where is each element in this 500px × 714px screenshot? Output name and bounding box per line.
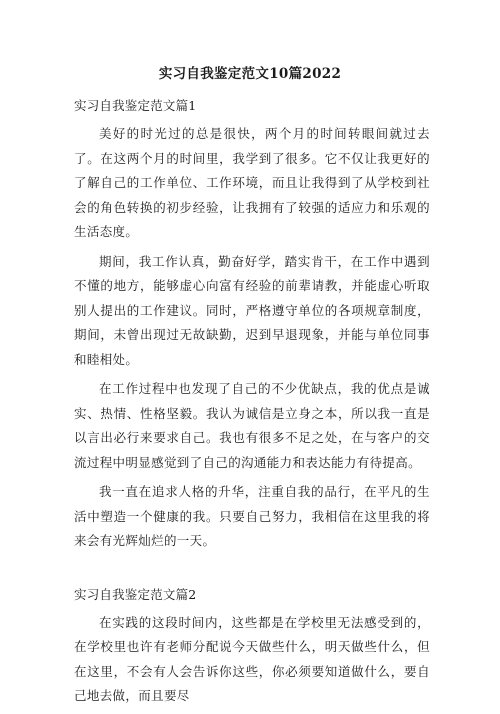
paragraph: 我一直在追求人格的升华，注重自我的品行，在平凡的生活中塑造一个健康的我。只要自己努力，我相信在这里我的将来会有光辉灿烂的一天。	[74, 484, 430, 548]
section-2	[74, 585, 430, 709]
paragraph: 在实践的这段时间内，这些都是在学校里无法感受到的，在学校里也许有老师分配说今天做些什么，明天做些什么，但在这里，不会有人会告诉你这些，你必须要知道做什么，要自己地去做，而且要尽	[74, 614, 430, 703]
section-heading: 实习自我鉴定范文篇1	[74, 98, 197, 113]
paragraph: 美好的时光过的总是很快，两个月的时间转眼间就过去了。在这两个月的时间里，我学到了很多。它不仅让我更好的了解自己的工作单位、工作环境，而且让我得到了从学校到社会的角色转换的初步经验，让我拥有了较强的适应力和乐观的生活态度。	[74, 126, 430, 239]
document-title: 实习自我鉴定范文10篇2022	[158, 66, 342, 82]
paragraph: 在工作过程中也发现了自己的不少优缺点，我的优点是诚实、热情、性格坚毅。我认为诚信是立身之本，所以我一直是以言出必行来要求自己。我也有很多不足之处，在与客户的交流过程中明显感觉到了自己的沟通能力和表达能力有待提高。	[74, 381, 430, 470]
section-1	[74, 96, 430, 554]
section-spacer	[74, 559, 430, 585]
paragraph: 期间，我工作认真，勤奋好学，踏实肯干，在工作中遇到不懂的地方，能够虚心向富有经验的前辈请教，并能虚心听取别人提出的工作建议。同时，严格遵守单位的各项规章制度，期间，未曾出现过无故缺勤，迟到早退现象，并能与单位同事和睦相处。	[74, 253, 430, 367]
document-body	[74, 96, 430, 714]
section-heading: 实习自我鉴定范文篇2	[74, 586, 197, 602]
